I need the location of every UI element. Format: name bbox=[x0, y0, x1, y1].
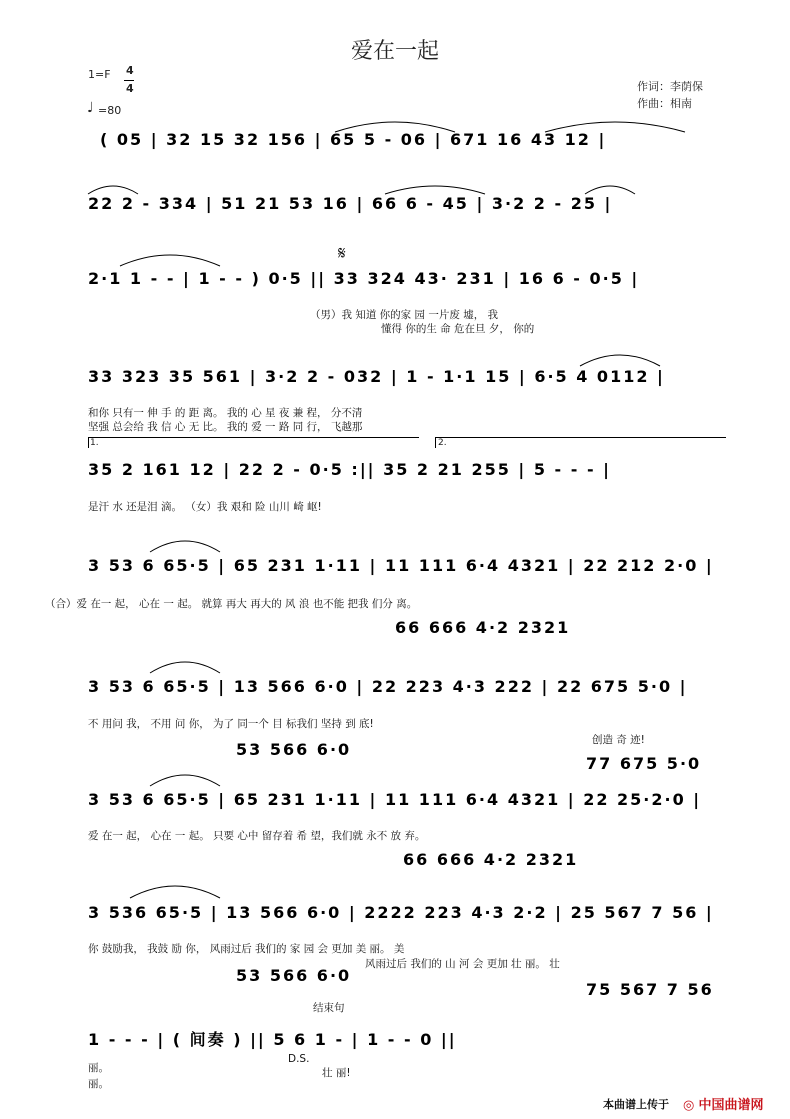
lyric-line-7-alt: 创造 奇 迹! bbox=[592, 734, 645, 746]
slur-arc bbox=[335, 118, 455, 138]
time-sig-bottom: 4 bbox=[126, 82, 134, 95]
volta-1-label: 1. bbox=[90, 438, 99, 448]
score-row-7: 3 53 6 65·5 | 13 566 6·0 | 22 223 4·3 222 | 22 675 5·0 | bbox=[88, 677, 688, 696]
lyric-line-8: 爱 在一 起， 心在 一 起。 只要 心中 留存着 希 望，我们就 永不 放 弃。 bbox=[88, 830, 426, 842]
slur-arc bbox=[385, 182, 485, 198]
logo-icon: ◎ bbox=[683, 1098, 695, 1113]
slur-arc bbox=[88, 182, 138, 198]
slur-arc bbox=[150, 770, 220, 790]
time-sig-top: 4 bbox=[126, 64, 134, 77]
lyric-line-9a: 你 鼓励我， 我鼓 励 你， 风雨过后 我们的 家 园 会 更加 美 丽。 美 bbox=[88, 943, 405, 955]
lyric-line-4b: 坚强 总会给 我 信 心 无 比。 我的 爱 一 路 同 行， 飞越那 bbox=[88, 421, 363, 433]
harmony-line-7a: 53 566 6·0 bbox=[236, 740, 352, 759]
key-signature: 1=F bbox=[88, 68, 111, 81]
song-title: 爱在一起 bbox=[350, 39, 439, 64]
slur-arc bbox=[150, 657, 220, 677]
ds-marking: D.S. bbox=[288, 1053, 310, 1065]
ending-lyric-1: 丽。 bbox=[88, 1062, 109, 1074]
harmony-line-7b: 77 675 5·0 bbox=[586, 754, 702, 773]
lyric-line-3a: （男）我 知道 你的家 园 一片废 墟， 我 bbox=[310, 309, 499, 321]
score-row-9: 3 536 65·5 | 13 566 6·0 | 2222 223 4·3 2·2 | 25 567 7 56 | bbox=[88, 903, 714, 922]
slur-arc bbox=[580, 350, 660, 370]
site-logo-text: 中国曲谱网 bbox=[698, 1098, 764, 1113]
lyric-line-7: 不 用问 我， 不用 问 你， 为了 同一个 目 标我们 坚持 到 底! bbox=[88, 718, 374, 730]
lyric-line-6: （合）爱 在一 起， 心在 一 起。 就算 再大 再大的 风 浪 也不能 把我 们分 离。 bbox=[45, 598, 418, 610]
ending-lyric-2: 丽。 bbox=[88, 1078, 109, 1090]
ending-lyric-3: 壮 丽! bbox=[322, 1067, 351, 1079]
lyric-line-4a: 和你 只有一 伸 手 的 距 离。 我的 心 星 夜 兼 程， 分不清 bbox=[88, 407, 363, 419]
score-row-6: 3 53 6 65·5 | 65 231 1·11 | 11 111 6·4 4321 | 22 212 2·0 | bbox=[88, 556, 714, 575]
score-row-4: 33 323 35 561 | 3·2 2 - 032 | 1 - 1·1 15 | 6·5 4 0112 | bbox=[88, 367, 665, 386]
harmony-line-9b: 75 567 7 56 bbox=[586, 980, 714, 999]
harmony-line-6: 66 666 4·2 2321 bbox=[395, 618, 571, 637]
footer-text: 本曲谱上传于 bbox=[603, 1098, 669, 1111]
slur-arc bbox=[150, 536, 220, 556]
slur-arc bbox=[545, 118, 685, 138]
segno-icon: 𝄋 bbox=[338, 243, 346, 264]
composer: 作曲：相南 bbox=[637, 97, 692, 110]
ending-label: 结束句 bbox=[313, 1002, 345, 1014]
slur-arc bbox=[585, 182, 635, 198]
volta-1-bracket bbox=[88, 437, 419, 448]
score-row-2: 22 2 - 334 | 51 21 53 16 | 66 6 - 45 | 3·2 2 - 25 | bbox=[88, 194, 613, 213]
slur-arc bbox=[130, 880, 220, 902]
harmony-line-8: 66 666 4·2 2321 bbox=[403, 850, 579, 869]
slur-arc bbox=[120, 250, 220, 270]
quarter-note-icon: ♩ bbox=[87, 100, 94, 116]
lyric-line-5: 是汗 水 还是泪 滴。 （女）我 艰和 险 山川 崎 岖! bbox=[88, 501, 322, 513]
tempo: =80 bbox=[98, 104, 122, 117]
lyricist: 作词：李荫保 bbox=[637, 80, 703, 93]
score-row-8: 3 53 6 65·5 | 65 231 1·11 | 11 111 6·4 4321 | 22 25·2·0 | bbox=[88, 790, 702, 809]
harmony-line-9a: 53 566 6·0 bbox=[236, 966, 352, 985]
score-row-5: 35 2 161 12 | 22 2 - 0·5 :|| 35 2 21 255 | 5 - - - | bbox=[88, 460, 612, 479]
volta-2-label: 2. bbox=[438, 438, 447, 448]
score-row-ending: 1 - - - | ( 间奏 ) || 5 6 1 - | 1 - - 0 || bbox=[88, 1030, 457, 1049]
lyric-line-9b: 风雨过后 我们的 山 河 会 更加 壮 丽。 壮 bbox=[365, 958, 560, 970]
lyric-line-3b: 懂得 你的生 命 危在旦 夕， 你的 bbox=[381, 323, 535, 335]
site-logo bbox=[683, 1094, 764, 1113]
time-sig-line bbox=[124, 80, 134, 81]
score-row-3: 2·1 1 - - | 1 - - ) 0·5 || 33 324 43· 231 | 16 6 - 0·5 | bbox=[88, 269, 640, 288]
volta-2-bracket bbox=[435, 437, 726, 448]
score-row-1: ( 05 | 32 15 32 156 | 65 5 - 06 | 671 16 43 12 | bbox=[100, 130, 607, 149]
